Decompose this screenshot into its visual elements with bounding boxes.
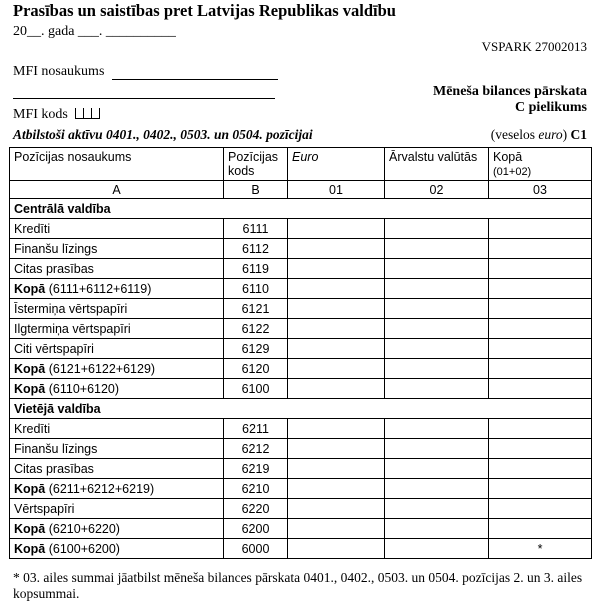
euro-cell[interactable] (288, 239, 385, 259)
header-euro: Euro (288, 148, 385, 181)
column-letter: 03 (489, 181, 592, 199)
euro-cell[interactable] (288, 419, 385, 439)
foreign-cell[interactable] (385, 459, 489, 479)
table-row (10, 259, 592, 279)
euro-cell[interactable] (288, 459, 385, 479)
section-row (10, 199, 592, 219)
position-code: 6200 (224, 519, 288, 539)
position-code: 6100 (224, 379, 288, 399)
table-row (10, 339, 592, 359)
total-cell[interactable] (489, 459, 592, 479)
report-date-line: 20__. gada ___. __________ (13, 24, 176, 39)
table-row (10, 319, 592, 339)
foreign-cell[interactable] (385, 479, 489, 499)
column-letter: B (224, 181, 288, 199)
total-cell[interactable] (489, 319, 592, 339)
position-code: 6220 (224, 499, 288, 519)
euro-cell[interactable] (288, 279, 385, 299)
mfi-name-blank[interactable] (112, 65, 278, 80)
total-cell[interactable]: * (489, 539, 592, 559)
foreign-cell[interactable] (385, 419, 489, 439)
position-name: Kopā (6100+6200) (10, 539, 224, 559)
position-name: Citi vērtspapīri (10, 339, 224, 359)
header-total: Kopā (01+02) (489, 148, 592, 181)
euro-cell[interactable] (288, 299, 385, 319)
mfi-name-blank-line-2[interactable] (13, 98, 275, 99)
footnote: * 03. ailes summai jāatbilst mēneša bilances pārskata 0401., 0402., 0503. un 0504. pozīcijas 2. un 3. ailes kopsummai. (13, 570, 583, 601)
foreign-cell[interactable] (385, 279, 489, 299)
total-cell[interactable] (489, 219, 592, 239)
euro-cell[interactable] (288, 259, 385, 279)
total-cell[interactable] (489, 439, 592, 459)
position-name: Kopā (6111+6112+6119) (10, 279, 224, 299)
position-code: 6210 (224, 479, 288, 499)
position-name: Ilgtermiņa vērtspapīri (10, 319, 224, 339)
header-position-name: Pozīcijas nosaukums (10, 148, 224, 181)
table-row (10, 219, 592, 239)
foreign-cell[interactable] (385, 339, 489, 359)
header-position-code: Pozīcijas kods (224, 148, 288, 181)
foreign-cell[interactable] (385, 259, 489, 279)
position-name: Īstermiņa vērtspapīri (10, 299, 224, 319)
euro-cell[interactable] (288, 539, 385, 559)
table-row (10, 359, 592, 379)
euro-cell[interactable] (288, 379, 385, 399)
total-cell[interactable] (489, 239, 592, 259)
section-title: Vietējā valdība (10, 399, 592, 419)
form-title: Prasības un saistības pret Latvijas Republikas valdību (13, 1, 396, 20)
total-cell[interactable] (489, 419, 592, 439)
position-name: Kopā (6210+6220) (10, 519, 224, 539)
units-note: (veselos euro) C1 (490, 127, 587, 142)
report-title-line-2: C pielikums (515, 100, 587, 115)
position-code: 6219 (224, 459, 288, 479)
position-name: Kopā (6211+6212+6219) (10, 479, 224, 499)
euro-cell[interactable] (288, 499, 385, 519)
position-name: Vērtspapīri (10, 499, 224, 519)
table-row (10, 499, 592, 519)
report-title (433, 84, 587, 116)
position-code: 6211 (224, 419, 288, 439)
foreign-cell[interactable] (385, 319, 489, 339)
mfi-name-label: MFI nosaukums (13, 64, 105, 79)
mfi-code-boxes[interactable] (75, 107, 100, 122)
column-letters-row (10, 181, 592, 199)
table-row (10, 299, 592, 319)
position-name: Finanšu līzings (10, 239, 224, 259)
foreign-cell[interactable] (385, 299, 489, 319)
table-row (10, 519, 592, 539)
foreign-cell[interactable] (385, 359, 489, 379)
header-foreign: Ārvalstu valūtās (385, 148, 489, 181)
section-title: Centrālā valdība (10, 199, 592, 219)
position-code: 6129 (224, 339, 288, 359)
position-code: 6121 (224, 299, 288, 319)
total-cell[interactable] (489, 359, 592, 379)
mfi-code-field[interactable] (13, 107, 100, 123)
table-header-row (10, 148, 592, 181)
position-code: 6119 (224, 259, 288, 279)
foreign-cell[interactable] (385, 519, 489, 539)
total-cell[interactable] (489, 299, 592, 319)
total-cell[interactable] (489, 379, 592, 399)
position-name: Kopā (6110+6120) (10, 379, 224, 399)
total-cell[interactable] (489, 259, 592, 279)
total-cell[interactable] (489, 279, 592, 299)
position-code: 6111 (224, 219, 288, 239)
table-row (10, 459, 592, 479)
euro-cell[interactable] (288, 519, 385, 539)
column-letter: A (10, 181, 224, 199)
total-cell[interactable] (489, 479, 592, 499)
table-row (10, 479, 592, 499)
foreign-cell[interactable] (385, 499, 489, 519)
euro-cell[interactable] (288, 219, 385, 239)
positions-table (9, 147, 592, 559)
position-name: Kredīti (10, 219, 224, 239)
euro-cell[interactable] (288, 319, 385, 339)
table-row (10, 279, 592, 299)
table-row (10, 439, 592, 459)
mfi-code-label: MFI kods (13, 107, 68, 122)
total-cell[interactable] (489, 519, 592, 539)
table-row (10, 239, 592, 259)
form-code: VSPARK 27002013 (481, 39, 587, 54)
position-code: 6122 (224, 319, 288, 339)
position-name: Citas prasības (10, 259, 224, 279)
position-name: Kopā (6121+6122+6129) (10, 359, 224, 379)
position-code: 6120 (224, 359, 288, 379)
mfi-name-field[interactable] (13, 64, 278, 80)
position-name: Kredīti (10, 419, 224, 439)
according-note: Atbilstoši aktīvu 0401., 0402., 0503. un 0504. pozīcijai (13, 127, 313, 142)
position-name: Citas prasības (10, 459, 224, 479)
position-code: 6112 (224, 239, 288, 259)
total-cell[interactable] (489, 339, 592, 359)
euro-cell[interactable] (288, 339, 385, 359)
euro-cell[interactable] (288, 439, 385, 459)
section-row (10, 399, 592, 419)
foreign-cell[interactable] (385, 219, 489, 239)
foreign-cell[interactable] (385, 379, 489, 399)
foreign-cell[interactable] (385, 539, 489, 559)
table-row (10, 379, 592, 399)
foreign-cell[interactable] (385, 239, 489, 259)
total-cell[interactable] (489, 499, 592, 519)
euro-cell[interactable] (288, 479, 385, 499)
column-letter: 01 (288, 181, 385, 199)
position-code: 6000 (224, 539, 288, 559)
position-name: Finanšu līzings (10, 439, 224, 459)
position-code: 6110 (224, 279, 288, 299)
foreign-cell[interactable] (385, 439, 489, 459)
euro-cell[interactable] (288, 359, 385, 379)
column-letter: 02 (385, 181, 489, 199)
table-row (10, 539, 592, 559)
table-row (10, 419, 592, 439)
position-code: 6212 (224, 439, 288, 459)
report-title-line-1: Mēneša bilances pārskata (433, 84, 587, 99)
